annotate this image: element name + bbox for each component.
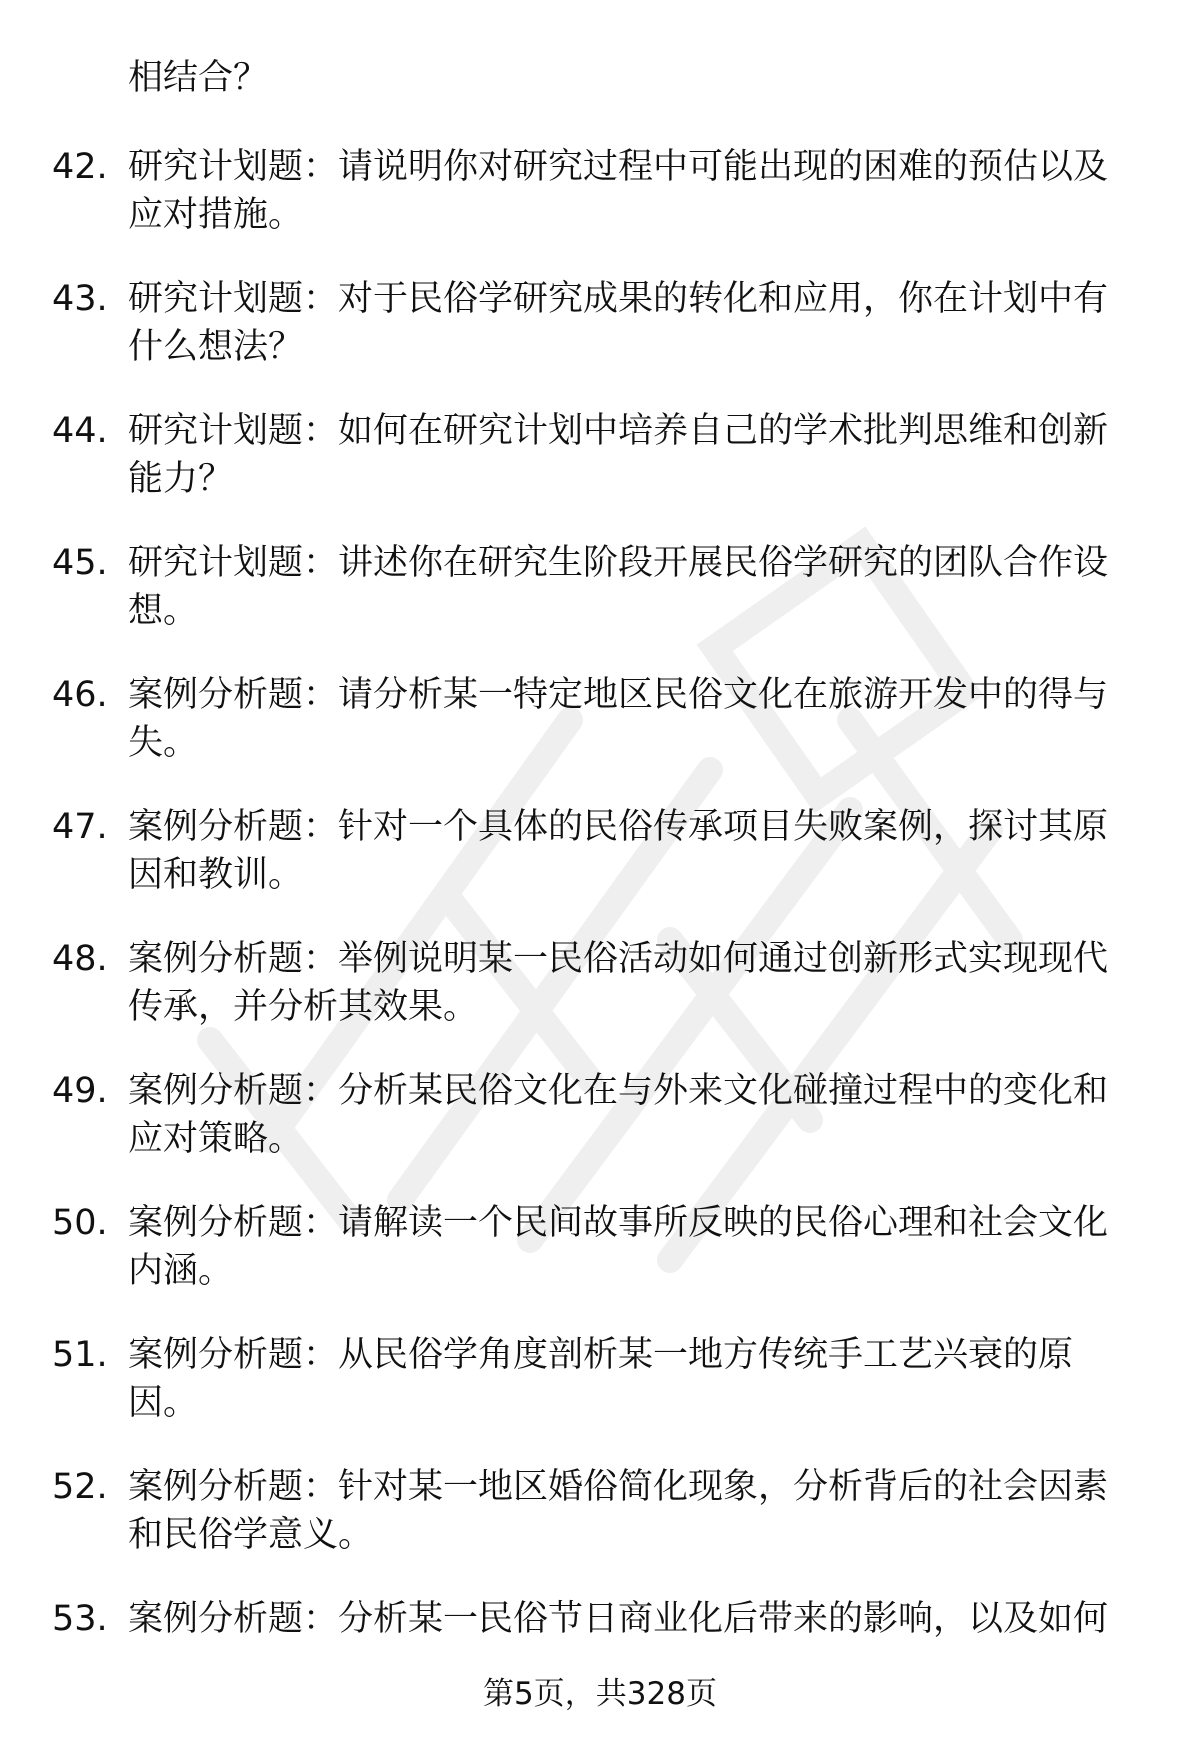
question-line: 失。: [128, 723, 199, 763]
question-line: 案例分析题：举例说明某一民俗活动如何通过创新形式实现现代: [128, 939, 1109, 979]
question-line: 传承，并分析其效果。: [128, 987, 479, 1027]
question-line: 应对措施。: [128, 195, 304, 235]
question-text: [128, 1199, 1143, 1295]
question-line: 研究计划题：对于民俗学研究成果的转化和应用，你在计划中有: [128, 279, 1109, 319]
question-text: [128, 1067, 1143, 1163]
question-list: [0, 143, 1200, 1727]
question-item: [0, 1331, 1200, 1463]
question-text: [128, 143, 1143, 239]
question-number: 53.: [52, 1599, 108, 1639]
question-number: 44.: [52, 411, 108, 451]
question-number: 43.: [52, 279, 108, 319]
page-footer: 第5页，共328页: [483, 1676, 717, 1712]
question-text: [128, 671, 1143, 767]
question-number: 52.: [52, 1467, 108, 1507]
question-line: 内涵。: [128, 1251, 234, 1291]
question-item: [0, 935, 1200, 1067]
question-line: 和民俗学意义。: [128, 1515, 374, 1555]
question-line: 想。: [128, 591, 199, 631]
question-line: 因和教训。: [128, 855, 304, 895]
question-number: 51.: [52, 1335, 108, 1375]
question-item: [0, 1199, 1200, 1331]
question-item: [0, 1067, 1200, 1199]
question-line: 应对策略。: [128, 1119, 304, 1159]
question-line: 研究计划题：请说明你对研究过程中可能出现的困难的预估以及: [128, 147, 1109, 187]
question-number: 48.: [52, 939, 108, 979]
question-text: [128, 1331, 1143, 1427]
question-line: 案例分析题：针对某一地区婚俗简化现象，分析背后的社会因素: [128, 1467, 1109, 1507]
question-line: 案例分析题：请分析某一特定地区民俗文化在旅游开发中的得与: [128, 675, 1109, 715]
question-text: [128, 803, 1143, 899]
continued-question-text: 相结合？: [128, 58, 269, 98]
question-text: [128, 1595, 1143, 1643]
question-number: 47.: [52, 807, 108, 847]
question-number: 49.: [52, 1071, 108, 1111]
question-line: 能力？: [128, 459, 234, 499]
question-number: 45.: [52, 543, 108, 583]
question-line: 什么想法？: [128, 327, 304, 367]
question-item: [0, 671, 1200, 803]
question-text: [128, 1463, 1143, 1559]
question-item: [0, 539, 1200, 671]
question-text: [128, 935, 1143, 1031]
question-item: [0, 143, 1200, 275]
question-line: 研究计划题：讲述你在研究生阶段开展民俗学研究的团队合作设: [128, 543, 1109, 583]
question-number: 42.: [52, 147, 108, 187]
question-item: [0, 803, 1200, 935]
question-text: [128, 539, 1143, 635]
question-line: 因。: [128, 1383, 199, 1423]
question-item: [0, 407, 1200, 539]
question-number: 50.: [52, 1203, 108, 1243]
question-text: [128, 407, 1143, 503]
question-text: [128, 275, 1143, 371]
question-line: 案例分析题：针对一个具体的民俗传承项目失败案例，探讨其原: [128, 807, 1109, 847]
question-line: 案例分析题：请解读一个民间故事所反映的民俗心理和社会文化: [128, 1203, 1109, 1243]
question-line: 研究计划题：如何在研究计划中培养自己的学术批判思维和创新: [128, 411, 1109, 451]
question-line: 案例分析题：分析某一民俗节日商业化后带来的影响，以及如何: [128, 1599, 1109, 1639]
question-item: [0, 275, 1200, 407]
question-line: 案例分析题：分析某民俗文化在与外来文化碰撞过程中的变化和: [128, 1071, 1109, 1111]
question-line: 案例分析题：从民俗学角度剖析某一地方传统手工艺兴衰的原: [128, 1335, 1074, 1375]
question-number: 46.: [52, 675, 108, 715]
question-item: [0, 1463, 1200, 1595]
